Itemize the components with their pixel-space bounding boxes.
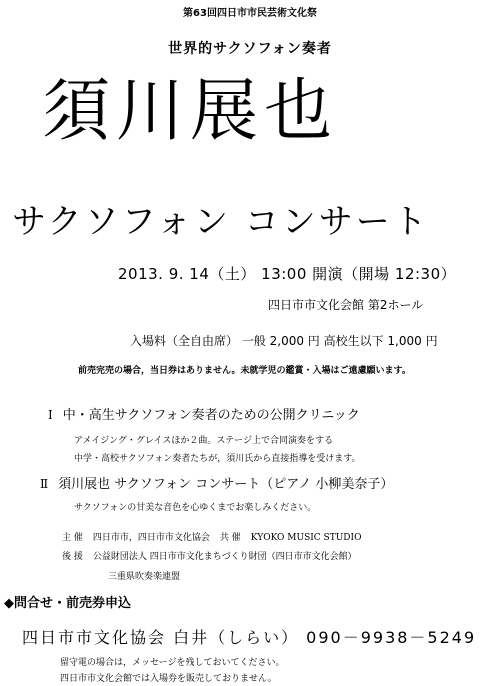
performer-name: 須川展也	[42, 72, 339, 151]
program-item-1	[48, 404, 360, 423]
program-description: サクソフォンの甘美な音色を心ゆくまでお楽しみください。	[74, 503, 317, 513]
inquiry-heading: ◆問合せ・前売券申込	[4, 596, 131, 611]
program-title: 中・高生サクソフォン奏者のための公開クリニック	[62, 408, 360, 423]
festival-title: 第63回四日市市民芸術文化祭	[183, 8, 317, 19]
program-description: 中学・高校サクソフォン奏者たちが，須川氏から直接指導を受けます。	[74, 454, 361, 464]
cohost-label: 共 催	[219, 533, 241, 543]
program-item-2	[40, 473, 393, 492]
contact-line: 四日市市文化協会 白井（しらい） 090－9938－5249	[22, 628, 477, 647]
organizers-credit	[62, 530, 361, 543]
program-number: Ⅰ	[48, 408, 53, 422]
sponsors-value-2: 三重県吹奏楽連盟	[108, 572, 181, 582]
program-description: アメイジング・グレイスほか２曲。ステージ上で合同演奏をする	[74, 436, 333, 446]
catchphrase: 世界的サクソフォン奏者	[168, 41, 332, 57]
program-number: Ⅱ	[40, 477, 49, 491]
venue: 四日市市文化会館 第2ホール	[268, 298, 424, 312]
organizers-value: 四日市市，四日市市文化協会	[92, 533, 210, 543]
footer-note: 四日市市文化会館では入場券を販売しておりません。	[60, 674, 277, 684]
sponsors-label: 後 援	[62, 552, 83, 562]
ticket-notice: 前売完売の場合，当日券はありません。未就学児の鑑賞・入場はご遠慮願います。	[78, 366, 411, 376]
cohost-value: KYOKO MUSIC STUDIO	[250, 533, 362, 543]
concert-title: サクソフォン コンサート	[12, 202, 430, 242]
event-datetime: 2013. 9. 14（土） 13:00 開演（開場 12:30）	[118, 265, 457, 283]
sponsors-value: 公益財団法人 四日市市文化まちづくり財団（四日市市文化会館）	[92, 552, 357, 562]
ticket-price: 入場料（全自由席） 一般 2,000 円 高校生以下 1,000 円	[130, 334, 438, 348]
program-title: 須川展也 サクソフォン コンサート（ピアノ 小柳美奈子）	[58, 477, 394, 492]
organizers-label: 主 催	[62, 533, 83, 543]
sponsors-credit	[62, 549, 357, 562]
footer-note: 留守電の場合は，メッセージを残しておいてください。	[60, 658, 285, 668]
